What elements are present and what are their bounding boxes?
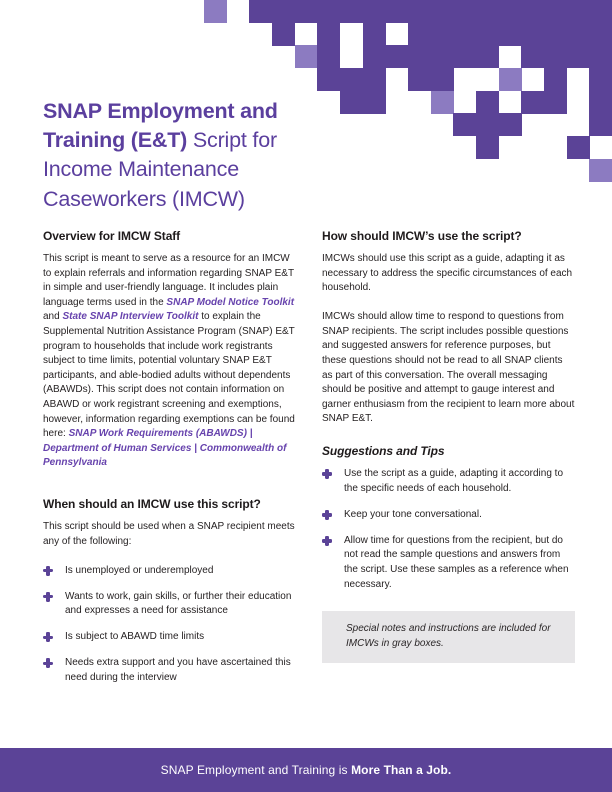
pattern-square-dark [431,68,454,91]
bullet-text: Allow time for questions from the recipient, but do not read the sample questions and answers from the script. Use these samples as a reference when necessary. [344,534,569,590]
pattern-square-dark [385,0,408,23]
bullet-text: Needs extra support and you have ascertained this need during the interview [65,657,291,684]
pattern-square-dark [317,23,340,46]
inline-link[interactable]: SNAP Work Requirements (ABAWDS) | Department of Human Services | Commonwealth of Pennsylvania [43,428,287,469]
pattern-square-dark [431,0,454,23]
pattern-square-dark [363,0,386,23]
pattern-square-dark [544,91,567,114]
pattern-square-dark [431,23,454,46]
pattern-square-dark [476,23,499,46]
bullet-item [43,630,297,645]
text-segment: Training (E&T) [43,128,188,153]
pattern-square-dark [521,91,544,114]
bullet-item [43,590,297,619]
text-segment: SNAP Employment and [43,99,278,123]
plus-bullet-icon [322,469,332,479]
pattern-square-dark [544,68,567,91]
pattern-square-dark [521,0,544,23]
left-column [43,229,297,697]
pattern-square-dark [589,0,612,23]
pattern-square-dark [340,68,363,91]
pattern-square-dark [317,45,340,68]
pattern-square-dark [544,0,567,23]
how-paragraph-1: IMCWs should use this script as a guide, adapting it as necessary to address the specific circumstances of each household. [322,253,573,294]
pattern-square-dark [589,68,612,91]
pattern-square-dark [340,0,363,23]
pattern-square-dark [589,45,612,68]
pattern-square-dark [589,91,612,114]
pattern-square-dark [567,45,590,68]
pattern-square-dark [431,45,454,68]
right-column [322,229,575,663]
pattern-square-dark [408,45,431,68]
bullet-item [322,534,575,592]
pattern-square-dark [476,113,499,136]
bullet-text: Is unemployed or underemployed [65,564,214,576]
pattern-square-dark [499,0,522,23]
pattern-square-light [431,91,454,114]
pattern-square-dark [567,136,590,159]
pattern-square-dark [589,23,612,46]
footer-bar [0,748,612,792]
pattern-square-dark [272,0,295,23]
overview-paragraph [43,252,297,471]
pattern-square-light [295,45,318,68]
pattern-square-dark [385,45,408,68]
pattern-square-dark [476,0,499,23]
pattern-square-dark [476,45,499,68]
text-segment: and [43,311,63,323]
pattern-square-dark [499,23,522,46]
plus-bullet-icon [43,592,53,602]
pattern-square-dark [295,0,318,23]
bullet-text: Keep your tone conversational. [344,508,482,520]
pattern-square-light [589,159,612,182]
pattern-square-dark [567,0,590,23]
pattern-square-dark [476,136,499,159]
bullet-text: Wants to work, gain skills, or further their education and expresses a need for assistance [65,590,292,617]
footer-tagline [161,763,452,777]
title-line [43,185,343,214]
gray-note-box [322,611,575,663]
pattern-square-light [499,68,522,91]
bullet-item [322,508,575,523]
pattern-square-dark [363,23,386,46]
text-segment: Script for [187,128,277,153]
pattern-square-dark [317,68,340,91]
pattern-square-dark [340,91,363,114]
pattern-square-dark [408,0,431,23]
text-segment: Caseworkers (IMCW) [43,186,245,211]
pattern-square-dark [521,45,544,68]
plus-bullet-icon [43,632,53,642]
text-segment: Income Maintenance [43,157,239,182]
pattern-square-dark [499,113,522,136]
plus-bullet-icon [43,566,53,576]
plus-bullet-icon [322,510,332,520]
pattern-square-dark [544,45,567,68]
bullet-item [43,656,297,685]
pattern-square-dark [453,23,476,46]
pattern-square-dark [249,0,272,23]
tips-heading: Suggestions and Tips [322,444,445,459]
when-heading: When should an IMCW use this script? [43,496,261,511]
overview-heading: Overview for IMCW Staff [43,229,181,243]
inline-link[interactable]: State SNAP Interview Toolkit [62,311,199,323]
text-segment: SNAP Employment and Training is [160,763,352,777]
title-line [43,155,343,184]
pattern-square-dark [408,23,431,46]
pattern-square-dark [408,68,431,91]
pattern-square-dark [363,91,386,114]
how-paragraph-2: IMCWs should allow time to respond to questions from SNAP recipients. The script includes possible questions and suggested answers for reference purposes, but these questions should not be read to all SNAP clients as part of this conversation. The overall messaging should be positive and attempt to gauge interest and garner enthusiasm from the recipient to learn more about SNAP E&T. [322,311,575,425]
when-bullet-list [43,564,297,686]
inline-link[interactable]: SNAP Model Notice Toolkit [166,296,295,308]
text-segment: This script is meant to serve as a resource for an IMCW to explain referrals and information regarding SNAP E&T in simple and user-friendly language. It includes plain language terms used in the [43,253,294,308]
page-title [43,97,343,214]
gray-note-text: Special notes and instructions are included for IMCWs in gray boxes. [346,623,551,649]
pattern-square-dark [363,68,386,91]
pattern-square-dark [476,91,499,114]
pattern-square-dark [363,45,386,68]
pattern-square-dark [589,113,612,136]
title-line [43,97,343,126]
plus-bullet-icon [322,536,332,546]
bullet-text: Use the script as a guide, adapting it according to the specific needs of each household. [344,468,564,494]
text-segment: to explain the Supplemental Nutrition Assistance Program (SNAP) E&T program to households that include work registrants subject to time limits, potential voluntary SNAP E&T participants, and able-bodied adults without dependents (ABAWDs). This script does not contain information on ABAWD or work registrant screening and exemptions, however, information regarding exemptions can be found here: [43,311,295,440]
bullet-item [43,564,297,579]
pattern-square-dark [453,0,476,23]
how-heading: How should IMCW’s use the script? [322,229,522,243]
when-intro: This script should be used when a SNAP recipient meets any of the following: [43,520,295,547]
bullet-item [322,467,575,496]
plus-bullet-icon [43,658,53,668]
bullet-text: Is subject to ABAWD time limits [65,631,205,643]
pattern-square-dark [453,113,476,136]
pattern-square-dark [567,23,590,46]
text-segment: More Than a Job. [351,763,452,777]
pattern-square-dark [317,0,340,23]
pattern-square-light [204,0,227,23]
pattern-square-dark [521,23,544,46]
pattern-square-dark [453,45,476,68]
title-line [43,126,343,155]
pattern-square-dark [272,23,295,46]
tips-bullet-list [322,467,575,592]
pattern-square-dark [544,23,567,46]
